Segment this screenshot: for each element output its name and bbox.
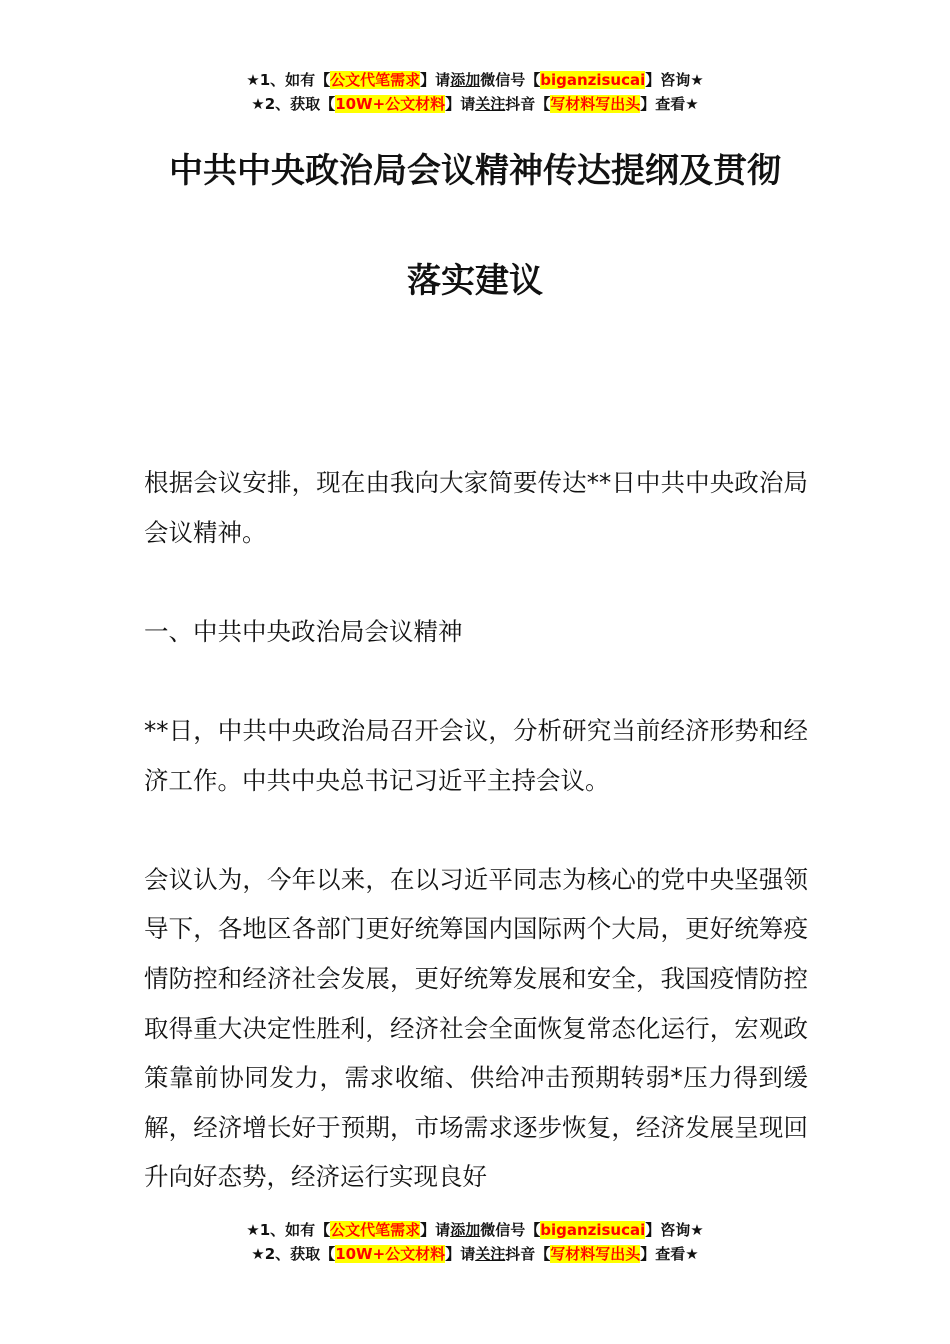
promo-highlight: 写材料写出头 <box>550 1245 641 1263</box>
promo-underlined: 关注 <box>475 95 506 113</box>
promo-text: ★2、获取【 <box>251 1245 336 1263</box>
promo-text: 抖音【 <box>505 95 551 113</box>
promo-text: ★1、如有【 <box>246 1221 331 1239</box>
assessment-paragraph: 会议认为，今年以来，在以习近平同志为核心的党中央坚强领导下，各地区各部门更好统筹国内国际两个大局，更好统筹疫情防控和经济社会发展，更好统筹发展和安全，我国疫情防控取得重大决定性胜利，经济社会全面恢复常态化运行，宏观政策靠前协同发力，需求收缩、供给冲击预期转弱*压力得到缓解，经济增长好于预期，市场需求逐步恢复，经济发展呈现回升向好态势，经济运行实现良好 <box>144 864 808 1192</box>
promo-text: 】请 <box>420 1221 451 1239</box>
document-title <box>0 140 950 312</box>
promo-text: 抖音【 <box>505 1245 551 1263</box>
promo-highlight: biganzisucai <box>540 1221 646 1239</box>
promo-line-1 <box>0 68 950 92</box>
header-promo-banner <box>0 68 950 116</box>
promo-line-1 <box>0 1218 950 1242</box>
document-body <box>144 458 808 1252</box>
intro-paragraph: 根据会议安排，现在由我向大家简要传达**日中共中央政治局会议精神。 <box>144 468 808 547</box>
promo-text: 】查看★ <box>640 1245 699 1263</box>
promo-text: 】查看★ <box>640 95 699 113</box>
promo-text: 微信号【 <box>480 71 541 89</box>
promo-highlight: 公文代笔需求 <box>330 71 421 89</box>
promo-text: 】请 <box>420 71 451 89</box>
promo-highlight: 公文代笔需求 <box>330 1221 421 1239</box>
promo-text: 】请 <box>445 95 476 113</box>
promo-text: ★2、获取【 <box>251 95 336 113</box>
section-heading: 一、中共中央政治局会议精神 <box>144 616 463 646</box>
promo-highlight: 写材料写出头 <box>550 95 641 113</box>
meeting-paragraph: **日，中共中央政治局召开会议，分析研究当前经济形势和经济工作。中共中央总书记习近平主持会议。 <box>144 715 808 795</box>
promo-underlined: 关注 <box>475 1245 506 1263</box>
title-line-1: 中共中央政治局会议精神传达提纲及贯彻 <box>169 151 781 191</box>
promo-underlined: 添加 <box>450 71 481 89</box>
promo-underlined: 添加 <box>450 1221 481 1239</box>
promo-highlight: 10W+公文材料 <box>335 95 446 113</box>
promo-text: 】请 <box>445 1245 476 1263</box>
promo-line-2 <box>0 92 950 116</box>
footer-promo-banner <box>0 1218 950 1266</box>
promo-text: 微信号【 <box>480 1221 541 1239</box>
promo-highlight: 10W+公文材料 <box>335 1245 446 1263</box>
promo-highlight: biganzisucai <box>540 71 646 89</box>
promo-text: ★1、如有【 <box>246 71 331 89</box>
promo-text: 】咨询★ <box>645 1221 704 1239</box>
title-line-2: 落实建议 <box>407 261 543 301</box>
promo-line-2 <box>0 1242 950 1266</box>
promo-text: 】咨询★ <box>645 71 704 89</box>
